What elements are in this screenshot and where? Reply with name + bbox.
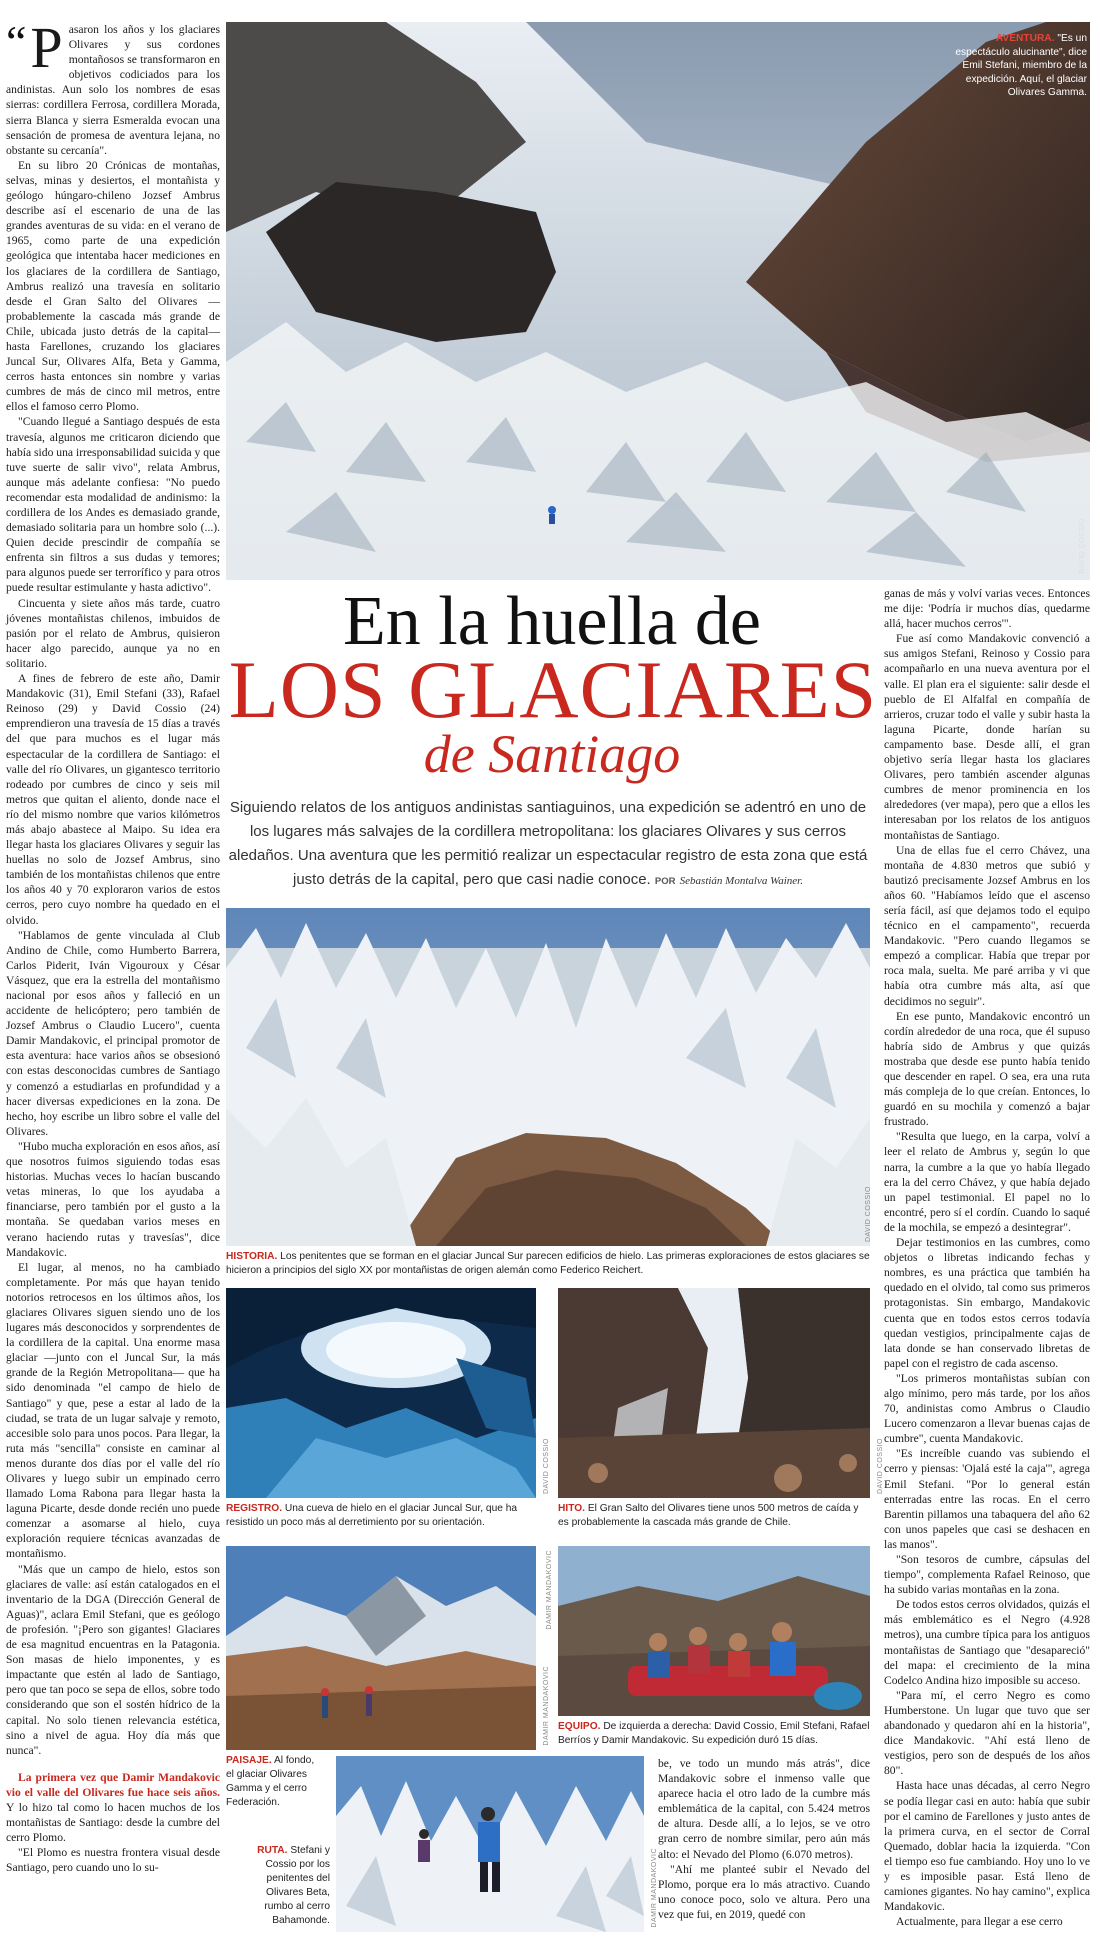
photo-gran-salto-olivares xyxy=(558,1288,884,1498)
caption-keyword: RUTA. xyxy=(257,1845,288,1856)
caption-text: Una cueva de hielo en el glaciar Juncal Sur, que ha resistido un poco más al derretimiento por su orientación. xyxy=(226,1503,518,1528)
caption-keyword: EQUIPO. xyxy=(558,1721,601,1732)
caption-keyword: PAISAJE. xyxy=(226,1755,272,1766)
caption-text: Al fondo, el glaciar Olivares Gamma y el cerro Federación. xyxy=(226,1755,315,1808)
left-highlight-sentence: La primera vez que Damir Mandakovic vio el valle del Olivares fue hace seis años. xyxy=(6,1770,220,1799)
headline-line-2: LOS GLACIARES xyxy=(228,644,878,735)
right-paragraph: "Para mí, el cerro Negro es como Humberstone. Un lugar que tuvo que ser abandonado y quedaron ahí en la historia", dice Mandakovic. "Ahí está lleno de vestigios, pero son de después de los años 80". xyxy=(884,1688,1090,1778)
team-illustration xyxy=(558,1546,870,1716)
landscape-illustration xyxy=(226,1546,536,1750)
byline-prefix: POR xyxy=(654,876,676,887)
photo-credit: DAVID COSSIO xyxy=(1079,517,1086,574)
right-paragraph: "Los primeros montañistas subían con algo mínimo, pero más tarde, por los años 70, andinistas como Ambrus o Claudio Lucero comenzaron a llevar buenas cajas de cumbre", cuenta Mandakovic. xyxy=(884,1371,1090,1446)
paisaje-caption xyxy=(226,1754,322,1810)
hito-caption xyxy=(558,1502,870,1530)
caption-text: "Es un espectáculo alucinante", dice Emil Stefani, miembro de la expedición. Aquí, el glaciar Olivares Gamma. xyxy=(955,33,1087,98)
left-paragraph: A fines de febrero de este año, Damir Mandakovic (31), Emil Stefani (33), Rafael Reinoso (29) y David Cossio (24) emprendieron una travesía de 15 días a través del que para muchos es el lugar más espectacular de la cordillera de Santiago: el valle del río Olivares, un gigantesco territorio rodeado por cumbres de cinco y seis mil metros que quitan el aliento, donde nace el río del mismo nombre que varios kilómetros más abajo abastece al Maipo. Su idea era llegar hasta los glaciares Olivares y seguir las huellas no solo de Jozsef Ambrus, sino también de los montañistas chilenos que entre los años 40 y 70 exploraron varios de estos cerros, pero cuyo nombre ha quedado en el olvido. xyxy=(6,672,220,927)
right-paragraph: En ese punto, Mandakovic encontró un cordín alrededor de una roca, que él supuso habría sido de Ambrus y que quizás mostraba que desde ese punto había tenido que descender en rapel. O sea, era una ruta más compleja de lo que creían. Entonces, lo guardó en su mochila y comenzó a bajar frustrado. xyxy=(884,1009,1090,1129)
caption-keyword: AVENTURA. xyxy=(995,33,1055,44)
photo-expedition-team xyxy=(546,1546,870,1716)
byline-author: Sebastián Montalva Wainer. xyxy=(679,875,803,887)
penitentes-illustration xyxy=(226,908,870,1246)
right-paragraph: ganas de más y volví varias veces. Entonces me dije: 'Podría ir muchos días, quedarme allá, hacer muchos cerros'". xyxy=(884,587,1090,631)
left-paragraph: En su libro 20 Crónicas de montañas, selvas, minas y desiertos, el montañista y geólogo húngaro-chileno Jozsef Ambrus describe así el escenario de una de las grandes aventuras de su vida: en el verano de 1965, como parte de una expedición geológica que intentaba hacer mediciones en los glaciares de la cordillera de Santiago, Ambrus realizó una travesía en solitario desde el Gran Salto del Olivares —probablemente la cascada más grande de Chile, ubicada justo detrás de la capital— hasta Farellones, cruzando los glaciares Juncal Sur, Olivares Alfa, Beta y Gamma, cerros hasta entonces sin nombre y varias cumbres de más de cinco mil metros, entre ellos el famoso cerro Plomo. xyxy=(6,158,220,414)
right-paragraph: "Resulta que luego, en la carpa, volví a leer el relato de Ambrus y, según lo que narra, la cumbre a la que yo había llegado era la del cerro Chávez, y que había dejado un papel testimonial. El papel no lo encontré, pero sí el cordín. Cuando lo saqué de la mochila, se empezó a desintegrar". xyxy=(884,1130,1090,1234)
caption-text: Los penitentes que se forman en el glaciar Juncal Sur parecen edificios de hielo. Las primeras exploraciones de estos glaciares se hicieron a principios del siglo XX por montañistas de origen alemán como Federico Reichert. xyxy=(226,1251,870,1276)
caption-text: Stefani y Cossio por los penitentes del Olivares Beta, rumbo al cerro Bahamonde. xyxy=(264,1845,330,1926)
right-paragraph: Hasta hace unas décadas, al cerro Negro se podía llegar casi en auto: había que subir por el camino de Farellones y justo antes de la primera curva, en el sector de Corral Quemado, doblar hacia la izquierda. "Con el tiempo eso fue cambiando. Hoy uno lo ve y es imposible pasar. Está lleno de camiones gigantes. No hay camino", explica Mandakovic. xyxy=(884,1779,1090,1914)
left-paragraph: "Hubo mucha exploración en esos años, así que nosotros fuimos siguiendo todas esas historias. Muchas veces lo hacían buscando vetas mineras, lo que los ayudaba a financiarse, pero también por el gusto a la montaña. Se quedaban varios meses en verano haciendo rutas y travesías", dice Mandakovic. xyxy=(6,1139,220,1259)
climbers-illustration xyxy=(336,1756,644,1932)
right-paragraph: Dejar testimonios en las cumbres, como objetos o libretas indicando fechas y nombres, es una práctica que también ha quedado en el olvido, tal como sus primeros protagonistas. Sin embargo, Mandakovic cuenta que en todos estos cerros todavía quedan vestigios, principalmente cajas de lata donde se han conservado libretas de papel con el registro de cada ascenso. xyxy=(884,1236,1090,1370)
glacier-illustration xyxy=(226,22,1090,580)
right-paragraph: Fue así como Mandakovic convenció a sus amigos Stefani, Reinoso y Cossio para acompañarlo en una nueva aventura por el valle. El plan era el siguiente: salir desde el pueblo de El Alfalfal en compañía de arrieros, cruzar todo el valle y subir hasta la laguna Picarte, donde harían su campamento base. Desde allí, el gran objetivo sería llegar hasta los glaciares Olivares, pero también ascender algunas cumbres de menor prominencia en los alrededores (ver mapa), pero que a ellos les interesaban por los relatos de los antiguos montañistas de Santiago. xyxy=(884,632,1090,842)
left-paragraph: "Hablamos de gente vinculada al Club Andino de Chile, como Humberto Barrera, Carlos Piderit, Iván Vigouroux y César Vásquez, que era la estrella del montañismo nacional por esos años y falleció en un accidente de helicóptero; pero también de Jozsef Ambrus o Claudio Lucero", cuenta Damir Mandakovic, el principal promotor de esta aventura: hace varios años se obsesionó con estas desconocidas cumbres de Santiago y comenzó a estudiarlas en profundidad y a hacer diversas expediciones en la zona. De hecho, hoy escribe un libro sobre el valle del Olivares. xyxy=(6,928,220,1138)
left-paragraph: asaron los años y los glaciares Olivares y sus cordones montañosos se transformaron en objetivos codiciados para los andinistas. Aun solo los nombres de esas sierras: cordillera Ferrosa, cordillera Morada, sierra Blanca y sierra Esmeralda evocan una sensación de promesa de aventura lejana, no obstante su cercanía". xyxy=(6,23,220,157)
right-paragraph: "Es increíble cuando vas subiendo el cerro y piensas: 'Ojalá esté la caja'", agrega Emil Stefani. "Por lo general están enterradas entre las rocas. En el cerro Barentin pillamos una tabaquera del año 62 con unos papeles que casi se deshacen en las manos". xyxy=(884,1447,1090,1551)
left-paragraph: Y lo hizo tal como lo hacen muchos de los montañistas de Santiago: desde la cumbre del cerro Plomo. xyxy=(6,1800,220,1845)
left-paragraph: "Cuando llegué a Santiago después de esta travesía, algunos me criticaron diciendo que había sido una irresponsabilidad suicida y que tuve suerte de salir vivo", relata Ambrus, aunque más adelante confiesa: "No puedo recomendar esta modalidad de andinismo: la cordillera de los Andes es demasiado grande, demasiado solitaria para un hombre solo (...). Quien decide prescindir de compañía se enfrenta sin filtros a sus dudas y temores; para algunos puede ser terrorífico y para otros puede resultar estimulante y hasta adictivo". xyxy=(6,415,220,595)
photo-credit: DAVID COSSIO xyxy=(877,1437,884,1494)
ice-cave-illustration xyxy=(226,1288,536,1498)
top-photo-caption xyxy=(942,32,1087,100)
right-paragraph: Actualmente, para llegar a ese cerro xyxy=(896,1915,1063,1929)
caption-keyword: HITO. xyxy=(558,1503,585,1514)
left-paragraph: Cincuenta y siete años más tarde, cuatro jóvenes montañistas chilenos, imbuidos de pasión por el relato de Ambrus, quisieron hacer algo parecido, aunque ya no en solitario. xyxy=(6,596,220,670)
registro-caption xyxy=(226,1502,536,1530)
photo-ice-cave xyxy=(226,1288,550,1498)
caption-text: De izquierda a derecha: David Cossio, Emil Stefani, Rafael Berríos y Damir Mandakovic. Su expedición duró 15 días. xyxy=(558,1721,870,1746)
left-text-column xyxy=(6,15,220,1932)
middle-paragraph: "Ahí me planteé subir el Nevado del Plomo, porque era lo más atractivo. Cuando uno conoce poco, solo ve altura. Pero una vez que fui, en 2019, quedé con xyxy=(658,1862,870,1921)
opening-quote-mark: “ xyxy=(6,16,27,67)
middle-paragraph: be, ve todo un mundo más atrás", dice Mandakovic sobre el inmenso valle que aparece hacia el otro lado de la cumbre más emblemática de la capital, con 5.424 metros de altura. Desde allí, a lo lejos, se ve otro gran cerro de nombre similar, pero aún más alto: el Nevado del Plomo (6.070 metros). xyxy=(658,1757,870,1861)
photo-penitentes-juncal-sur xyxy=(226,908,870,1246)
caption-keyword: HISTORIA. xyxy=(226,1251,278,1262)
right-paragraph: Una de ellas fue el cerro Chávez, una montaña de 4.830 metros que subió y bautizó precisamente Jozsef Ambrus en los años 60. "Habíamos leído que el ascenso sería fácil, así que dejamos todo el equipo técnico en el campamento", recuerda Mandakovic. "Pero cuando llegamos se empezó a complicar. Había que trepar por roca mala, suelta. Me paré arriba y vi que había otra cumbre más alta, así que decidimos no seguir". xyxy=(884,843,1090,1008)
right-paragraph: De todos estos cerros olvidados, quizás el más emblemático es el Negro (4.928 metros), una cumbre típica para los antiguos montañistas de Santiago que "desapareció" del mapa: el crecimiento de la mina Codelco Andina hizo imposible su acceso. xyxy=(884,1598,1090,1687)
ruta-caption xyxy=(236,1844,330,1928)
left-paragraph: El lugar, al menos, no ha cambiado completamente. Por más que hayan tenido notorios retrocesos en los últimos años, los glaciares Olivares siguen siendo uno de los lugares más desconocidos y sorprendentes de la cordillera de la capital. Una enorme masa glaciar —junto con el Juncal Sur, la más grande de la Región Metropolitana— que ha sido denominada "el campo de hielo de Santiago" y que, pese a estar al lado de la ciudad, se trata de un lugar salvaje y remoto, accesible solo para unos pocos. Para llegar, la ruta más "sencilla" consiste en caminar al menos durante dos días por el valle del río Olivares y luego subir un empinado cerro llamado Loma Rabona para llegar hasta la laguna Picarte, desde donde recién uno puede comenzar a asomarse al hielo, cuya exploración requiere técnicas avanzadas de montañismo. xyxy=(6,1260,220,1561)
left-paragraph: "El Plomo es nuestra frontera visual desde Santiago, pero cuando uno lo su- xyxy=(6,1846,220,1875)
middle-text-column xyxy=(658,1756,870,1932)
headline-line-1: En la huella de xyxy=(343,583,761,660)
photo-penitentes-olivares-beta xyxy=(336,1756,658,1932)
dropcap: P xyxy=(30,15,63,80)
waterfall-illustration xyxy=(558,1288,870,1498)
photo-credit: DAMIR MANDAKOVIC xyxy=(543,1666,550,1746)
equipo-caption xyxy=(558,1720,870,1748)
right-paragraph: "Son tesoros de cumbre, cápsulas del tiempo", complementa Rafael Reinoso, que ha subido varias montañas en la zona. xyxy=(884,1553,1090,1597)
photo-glacier-olivares-gamma xyxy=(226,22,1090,580)
headline-line-3: de Santiago xyxy=(423,724,681,784)
caption-keyword: REGISTRO. xyxy=(226,1503,283,1514)
right-text-column xyxy=(884,586,1090,1932)
standfirst xyxy=(226,796,870,894)
left-paragraph: "Más que un campo de hielo, estos son glaciares de valle: así están catalogados en el inventario de la DGA (Dirección General de Aguas)", aclara Emil Stefani, que es geólogo de profesión. "¡Pero son gigantes! Glaciares de esa magnitud encuentras en la Patagonia. Son masas de hielo imponentes, y es impactante que estén al lado de Santiago, pero que tan poco se sepa de ellos, sobre todo considerando que son el sostén hídrico de la capital. No solo tienen relevancia estética, sino a nivel de agua. Hoy día más que nunca". xyxy=(6,1562,220,1757)
photo-olivares-gamma-federacion xyxy=(226,1546,550,1750)
caption-text: El Gran Salto del Olivares tiene unos 500 metros de caída y es probablemente la cascada más grande de Chile. xyxy=(558,1503,859,1528)
photo-credit: DAVID COSSIO xyxy=(543,1437,550,1494)
photo-credit: DAMIR MANDAKOVIC xyxy=(546,1550,553,1630)
photo-credit: DAMIR MANDAKOVIC xyxy=(651,1848,658,1928)
standfirst-text: Siguiendo relatos de los antiguos andinistas santiaguinos, una expedición se adentró en uno de los lugares más salvajes de la cordillera metropolitana: los glaciares Olivares y sus cerros aledaños. Una aventura que les permitió realizar un espectacular registro de esta zona que está justo detrás de la capital, pero que casi nadie conoce. xyxy=(228,799,868,888)
photo-credit: DAVID COSSIO xyxy=(865,1185,872,1242)
historia-caption xyxy=(226,1250,870,1278)
